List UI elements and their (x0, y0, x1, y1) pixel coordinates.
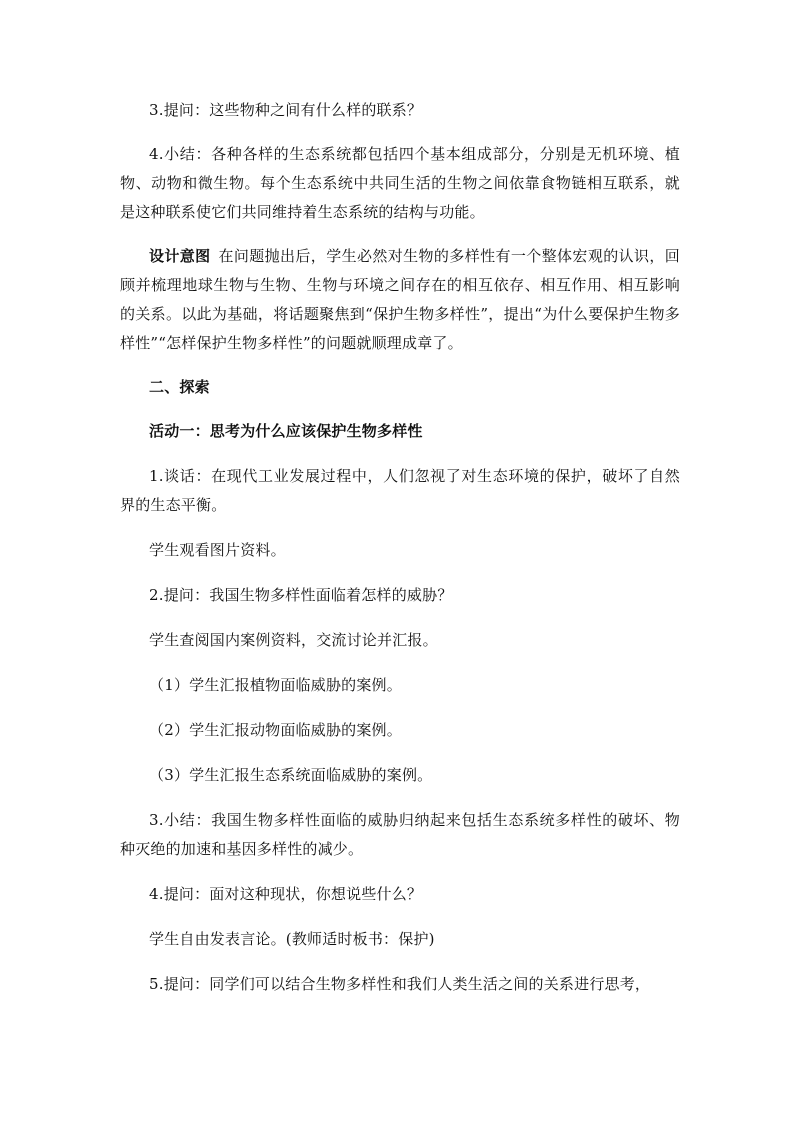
design-intent-paragraph (120, 242, 680, 358)
question-3-paragraph: 3.提问：这些物种之间有什么样的联系？ (149, 101, 423, 119)
report-plants-paragraph: （1）学生汇报植物面临威胁的案例。 (149, 676, 402, 694)
report-animals-paragraph: （2）学生汇报动物面临威胁的案例。 (149, 721, 402, 739)
summary-4-paragraph: 4.小结：各种各样的生态系统都包括四个基本组成部分，分别是无机环境、植物、动物和微生物。每个生态系统中共同生活的生物之间依靠食物链相互联系，就是这种联系使它们共同维持着生态系统的结构与功能。 (120, 145, 680, 221)
students-speak-paragraph: 学生自由发表言论。(教师适时板书：保护) (149, 930, 435, 948)
question-2-paragraph: 2.提问：我国生物多样性面临着怎样的威胁？ (149, 586, 453, 604)
design-intent-text: 在问题抛出后，学生必然对生物的多样性有一个整体宏观的认识，回顾并梳理地球生物与生物、生物与环境之间存在的相互依存、相互作用、相互影响的关系。以此为基础，将话题聚焦到“保护生物多样性”，提出“为什么要保护生物多样性”“怎样保护生物多样性”的问题就顺理成章了。 (120, 247, 680, 352)
report-ecosystems-paragraph: （3）学生汇报生态系统面临威胁的案例。 (149, 766, 433, 784)
activity-heading: 活动一：思考为什么应该保护生物多样性 (149, 422, 423, 440)
students-research-paragraph: 学生查阅国内案例资料，交流讨论并汇报。 (149, 631, 438, 649)
question-5-paragraph: 5.提问：同学们可以结合生物多样性和我们人类生活之间的关系进行思考， (149, 975, 651, 993)
section-heading-explore: 二、探索 (149, 378, 210, 396)
students-view-paragraph: 学生观看图片资料。 (149, 541, 286, 559)
talk-1-paragraph: 1.谈话：在现代工业发展过程中，人们忽视了对生态环境的保护，破坏了自然界的生态平衡。 (120, 467, 680, 514)
question-4-paragraph: 4.提问：面对这种现状，你想说些什么？ (149, 885, 423, 903)
design-intent-label: 设计意图 (149, 247, 211, 265)
document-body (120, 96, 680, 999)
summary-3-paragraph: 3.小结：我国生物多样性面临的威胁归纳起来包括生态系统多样性的破坏、物种灭绝的加速和基因多样性的减少。 (120, 811, 680, 858)
